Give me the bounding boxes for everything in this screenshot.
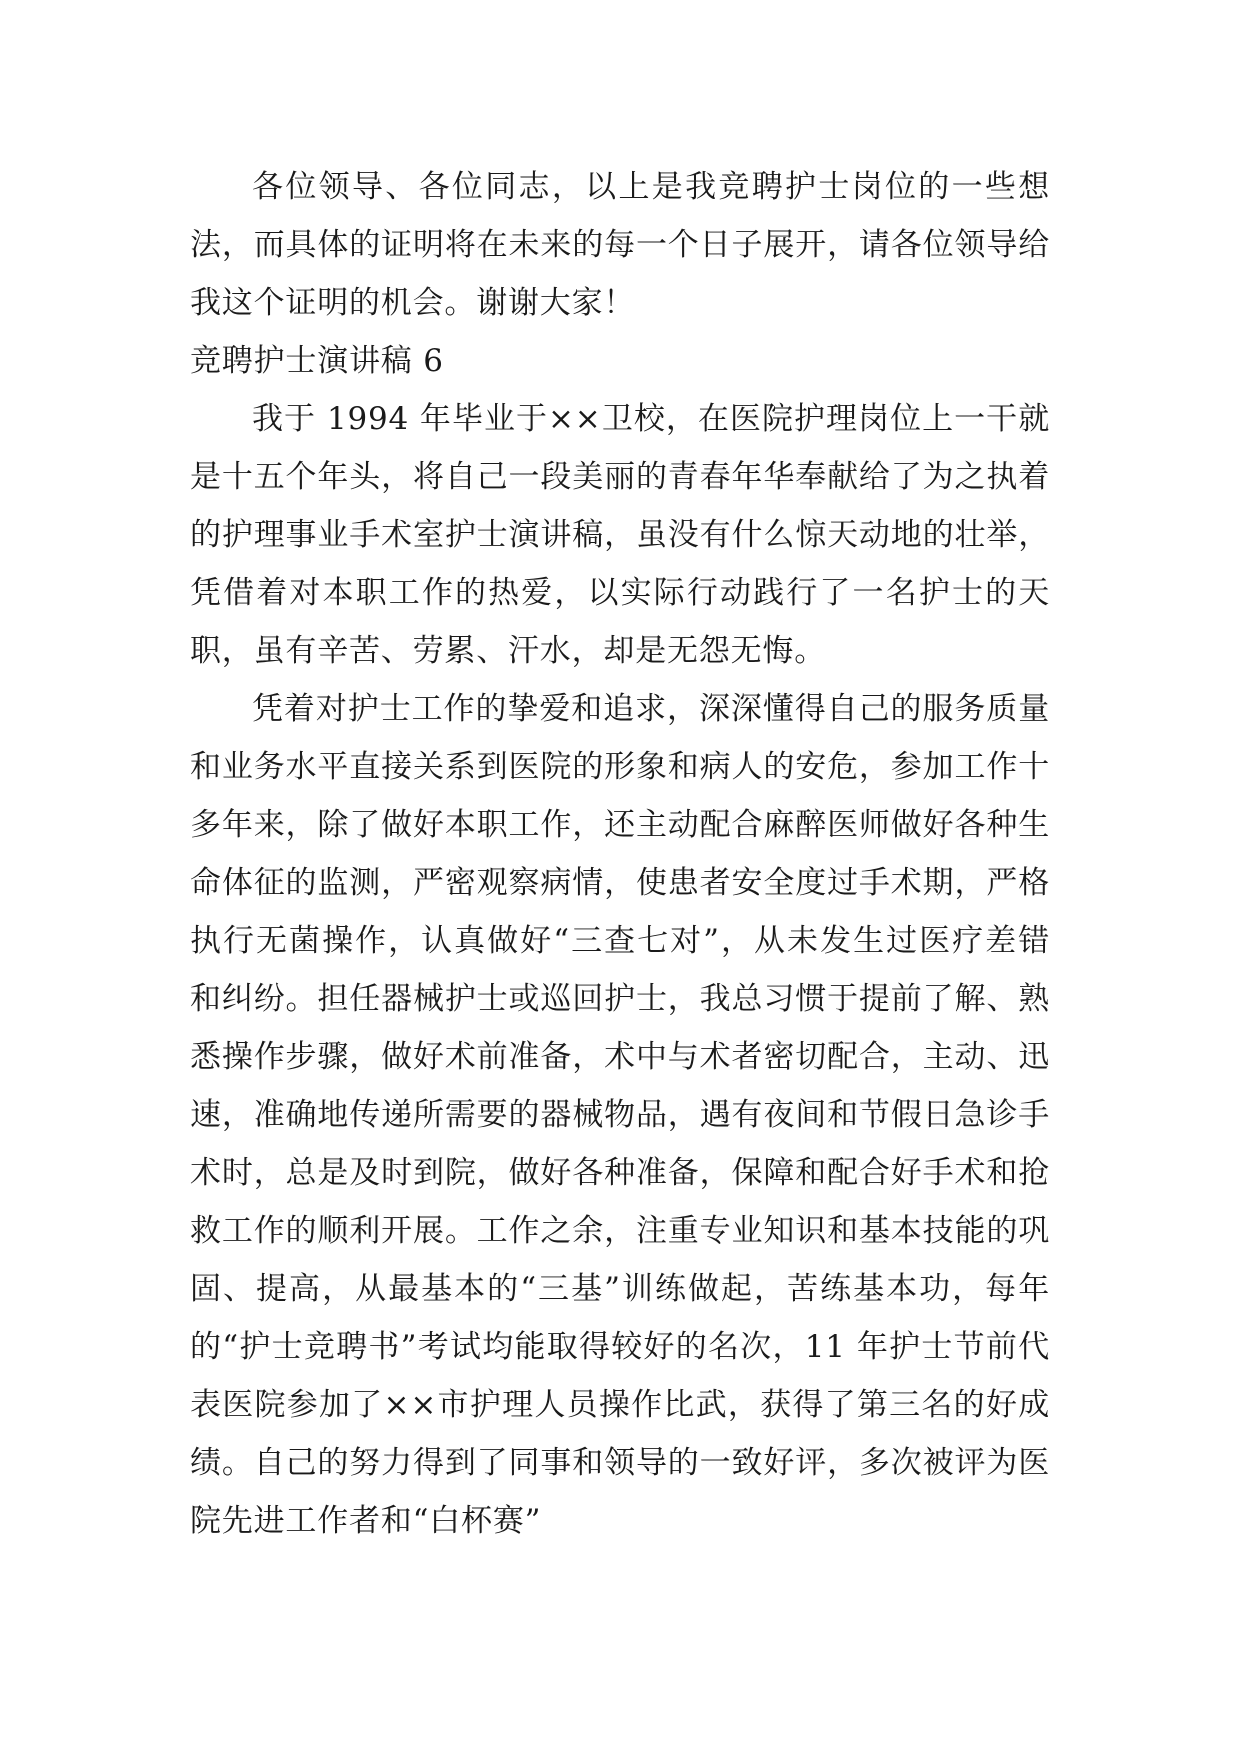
section-heading: 竞聘护士演讲稿 6 [190,343,444,379]
body-paragraph: 凭着对护士工作的挚爱和追求，深深懂得自己的服务质量和业务水平直接关系到医院的形象和病人的安危，参加工作十多年来，除了做好本职工作，还主动配合麻醉医师做好各种生命体征的监测，严密观察病情，使患者安全度过手术期，严格执行无菌操作，认真做好“三查七对”，从未发生过医疗差错和纠纷。担任器械护士或巡回护士，我总习惯于提前了解、熟悉操作步骤，做好术前准备，术中与术者密切配合，主动、迅速，准确地传递所需要的器械物品，遇有夜间和节假日急诊手术时，总是及时到院，做好各种准备，保障和配合好手术和抢救工作的顺利开展。工作之余，注重专业知识和基本技能的巩固、提高，从最基本的“三基”训练做起，苦练基本功，每年的“护士竞聘书”考试均能取得较好的名次，11 年护士节前代表医院参加了××市护理人员操作比武，获得了第三名的好成绩。自己的努力得到了同事和领导的一致好评，多次被评为医院先进工作者和“白杯赛” [190,691,1050,1539]
body-paragraph: 我于 1994 年毕业于××卫校，在医院护理岗位上一干就是十五个年头，将自己一段美丽的青春年华奉献给了为之执着的护理事业手术室护士演讲稿，虽没有什么惊天动地的壮举，凭借着对本职工作的热爱，以实际行动践行了一名护士的天职，虽有辛苦、劳累、汗水，却是无怨无悔。 [190,401,1050,669]
document-body [190,158,1050,1550]
closing-paragraph: 各位领导、各位同志，以上是我竞聘护士岗位的一些想法，而具体的证明将在未来的每一个日子展开，请各位领导给我这个证明的机会。谢谢大家！ [190,169,1050,321]
